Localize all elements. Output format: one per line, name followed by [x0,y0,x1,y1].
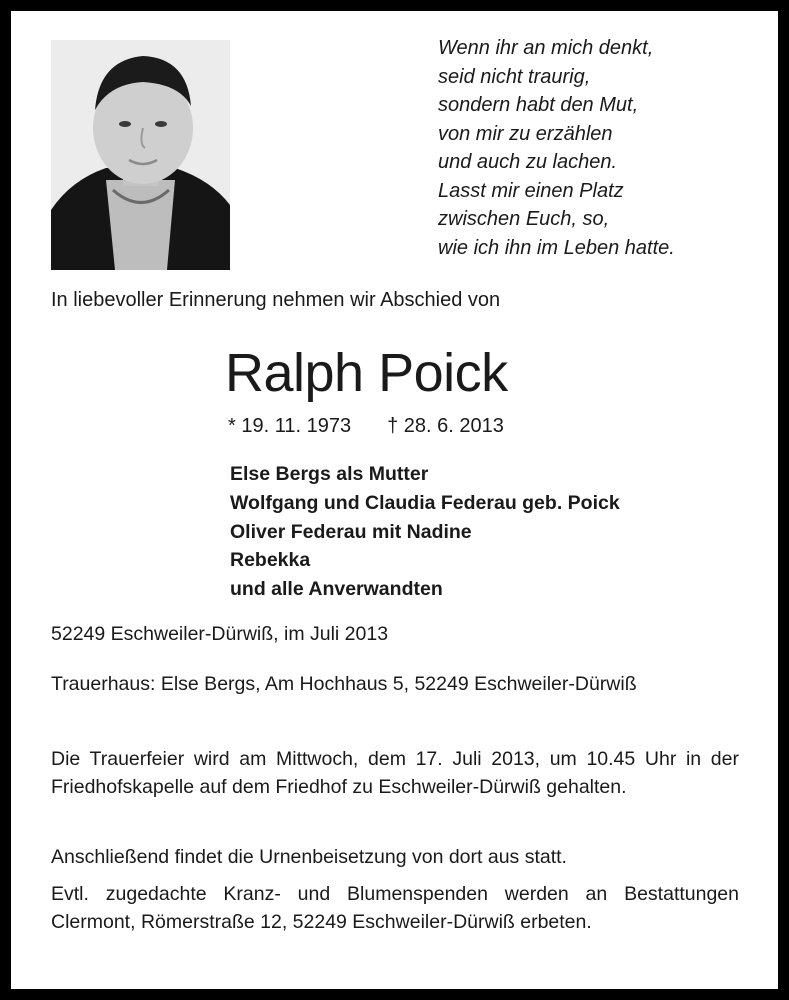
portrait-photo [51,40,230,270]
memorial-poem [438,34,675,262]
poem-line: und auch zu lachen. [438,151,618,173]
intro-text: In liebevoller Erinnerung nehmen wir Abschied von [51,289,501,311]
poem-line: von mir zu erzählen [438,122,613,145]
funeral-service-info: Die Trauerfeier wird am Mittwoch, dem 17. Juli 2013, um 10.45 Uhr in der Friedhofskapelle auf dem Friedhof zu Eschweiler-Dürwiß gehalten. [51,748,739,798]
mourning-house: Trauerhaus: Else Bergs, Am Hochhaus 5, 52249 Eschweiler-Dürwiß [51,673,637,695]
mourner: und alle Anverwandten [230,578,443,601]
poem-line: sondern habt den Mut, [438,94,639,116]
poem-line: seid nicht traurig, [438,65,591,88]
mourner: Else Bergs als Mutter [230,463,429,485]
poem-line: Wenn ihr an mich denkt, [438,37,654,59]
poem-line: wie ich ihn im Leben hatte. [438,236,675,259]
place-and-date: 52249 Eschweiler-Dürwiß, im Juli 2013 [51,623,389,645]
mourner: Oliver Federau mit Nadine [230,520,472,543]
flower-donations-info: Evtl. zugedachte Kranz- und Blumenspenden werden an Bestattungen Clermont, Römerstraße 12, 52249 Eschweiler-Dürwiß erbeten. [51,883,739,933]
life-dates [228,412,504,440]
portrait-illustration [51,40,230,270]
poem-line: Lasst mir einen Platz [438,179,624,202]
death-date: † 28. 6. 2013 [387,415,504,437]
birth-date: * 19. 11. 1973 [228,415,352,437]
mourner: Wolfgang und Claudia Federau geb. Poick [230,491,620,514]
mourner: Rebekka [230,549,311,572]
deceased-name: Ralph Poick [225,343,508,403]
urn-burial-info: Anschließend findet die Urnenbeisetzung von dort aus statt. [51,846,567,868]
mourners-list [230,460,620,604]
poem-line: zwischen Euch, so, [438,208,610,230]
